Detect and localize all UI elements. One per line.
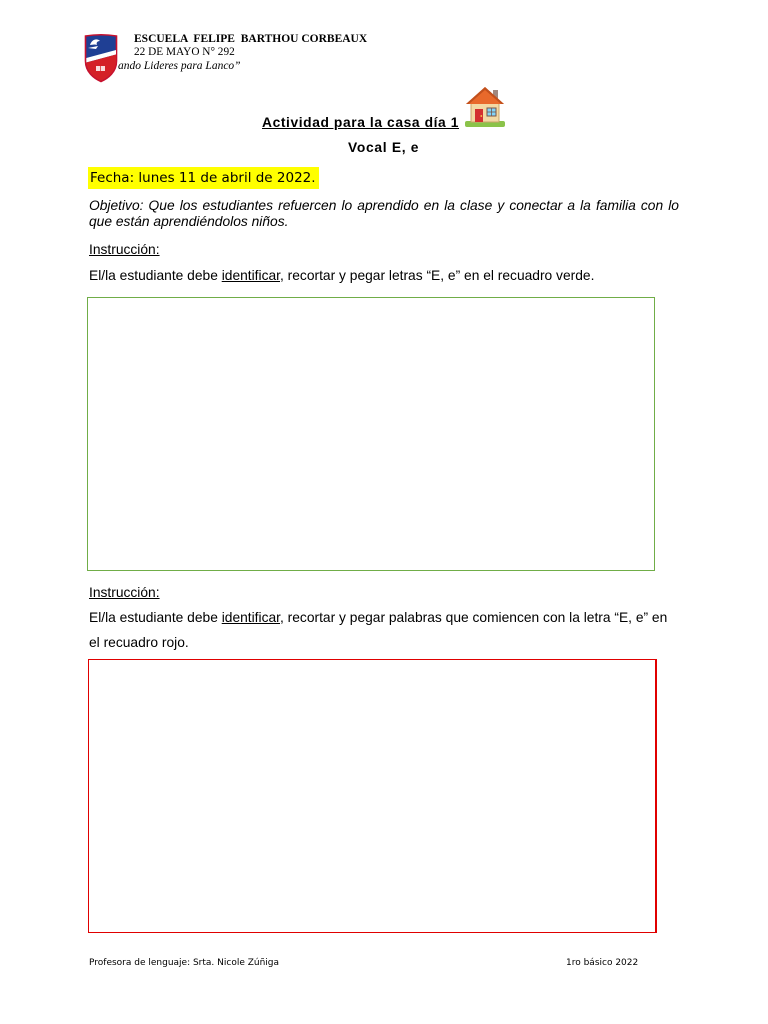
instruction-text	[89, 605, 679, 655]
instruction-text-start: El/la estudiante debe	[89, 610, 222, 625]
house-icon	[463, 84, 507, 128]
objective-text: Objetivo: Que los estudiantes refuercen lo aprendido en la clase y conectar a la familia con lo que están aprendiéndolos niños.	[89, 198, 679, 229]
instruction-heading: Instrucción:	[89, 585, 160, 600]
instruction-keyword: identificar	[221, 610, 280, 625]
school-motto: ando Lideres para Lanco”	[118, 60, 241, 72]
instruction-heading: Instrucción:	[89, 242, 160, 257]
school-address: 22 DE MAYO N° 292	[134, 46, 235, 58]
school-name: ESCUELA FELIPE BARTHOU CORBEAUX	[134, 33, 368, 45]
instruction-text	[89, 268, 679, 284]
red-answer-box	[88, 659, 657, 933]
instruction-text-end: , recortar y pegar palabras que comiencen con la letra “E, e” en el recuadro rojo.	[89, 610, 668, 650]
page-subtitle: Vocal E, e	[348, 140, 420, 155]
date-highlight: Fecha: lunes 11 de abril de 2022.	[88, 167, 319, 189]
footer-teacher: Profesora de lenguaje: Srta. Nicole Zúñiga	[89, 958, 280, 968]
date-line	[88, 167, 319, 189]
instruction-text-start: El/la estudiante debe	[89, 268, 222, 283]
instruction-text-end: , recortar y pegar letras “E, e” en el recuadro verde.	[280, 268, 595, 283]
green-answer-box	[87, 297, 655, 571]
page-title: Actividad para la casa día 1	[262, 115, 460, 130]
instruction-keyword: identificar	[221, 268, 280, 283]
footer-grade: 1ro básico 2022	[566, 958, 639, 968]
school-crest-icon	[84, 33, 118, 83]
